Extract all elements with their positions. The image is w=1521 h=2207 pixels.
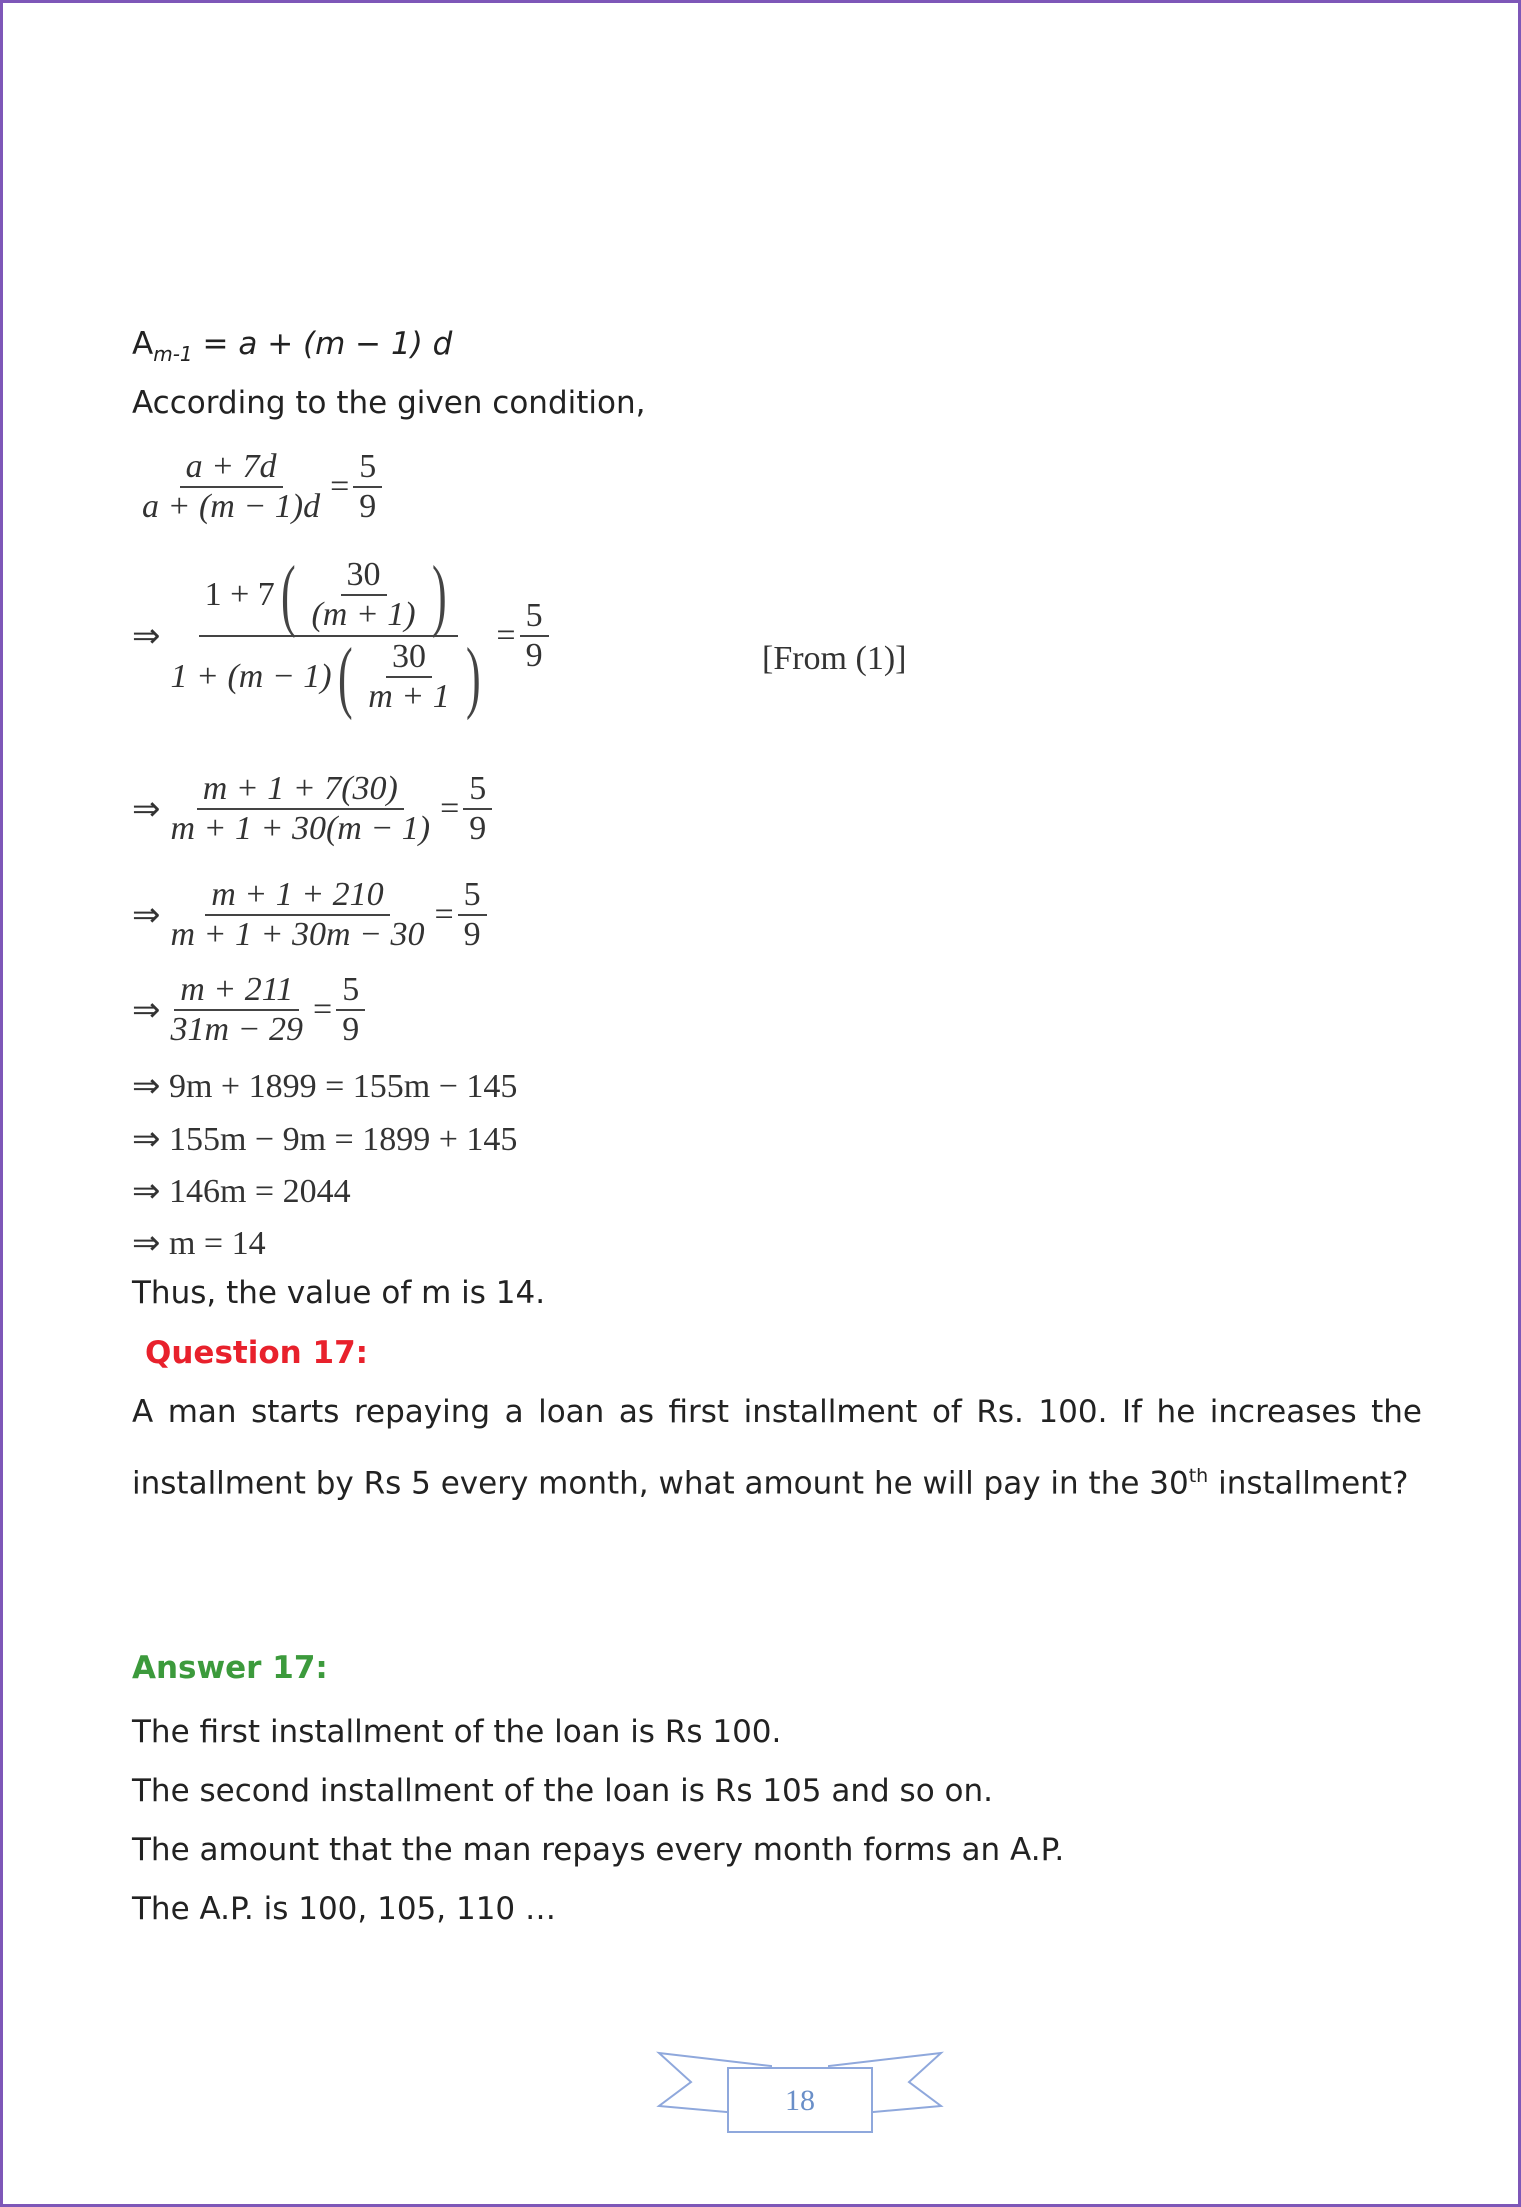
answer-line: The first installment of the loan is Rs 100. — [132, 1714, 782, 1750]
denominator: 9 — [463, 916, 481, 953]
denominator: (m + 1) — [311, 596, 416, 633]
implies-arrow: ⇒ — [132, 791, 161, 828]
question-title: Question 17: — [145, 1335, 369, 1371]
denominator: a + (m − 1)d — [142, 488, 321, 525]
page-number: 18 — [785, 2084, 815, 2117]
numerator: 30 — [341, 556, 387, 596]
answer-line: The second installment of the loan is Rs 105 and so on. — [132, 1773, 993, 1809]
implies-arrow: ⇒ — [132, 897, 161, 934]
equation-5 — [132, 971, 369, 1049]
equals: = — [434, 896, 454, 933]
question-text-body: A man starts repaying a loan as first installment of Rs. 100. If he increases the installment by Rs 5 every month, what amount he will pay in the 30 — [132, 1394, 1422, 1502]
equals: = — [496, 617, 516, 654]
equals: = — [313, 991, 333, 1028]
equation-7: ⇒ 155m − 9m = 1899 + 145 — [132, 1121, 518, 1158]
numerator: 5 — [458, 876, 487, 916]
numerator: m + 211 — [174, 971, 299, 1011]
denominator: m + 1 — [368, 678, 450, 715]
conclusion-text: Thus, the value of m is 14. — [132, 1275, 546, 1311]
denominator: 9 — [525, 637, 543, 674]
question-text — [132, 1380, 1422, 1515]
according-text: According to the given condition, — [132, 385, 646, 421]
numerator: 5 — [336, 971, 365, 1011]
numerator: 5 — [463, 770, 492, 810]
implies-arrow: ⇒ — [132, 992, 161, 1029]
equation-1 — [132, 448, 386, 526]
formula-sub: m-1 — [153, 342, 193, 367]
page-number-ribbon — [655, 2048, 945, 2148]
answer-title: Answer 17: — [132, 1650, 328, 1686]
numerator: 5 — [520, 597, 549, 637]
implies-arrow: ⇒ — [132, 618, 161, 655]
term: 1 + 7 — [204, 576, 275, 613]
superscript: th — [1188, 1465, 1209, 1487]
am1-formula — [132, 326, 452, 366]
equation-6: ⇒ 9m + 1899 = 155m − 145 — [132, 1068, 518, 1105]
denominator: m + 1 + 30(m − 1) — [170, 810, 431, 847]
numerator: 5 — [353, 448, 382, 488]
from-reference: [From (1)] — [762, 640, 907, 677]
equation-2: ⇒ 1 + 7 ( $\frac{30}{(m + 1)}$ ) 1 + (m − 1) ( $\frac{30}{m + 1}$ ) = $\frac{5}{9}$ — [132, 555, 553, 717]
numerator: a + 7d — [180, 448, 283, 488]
equation-8: ⇒ 146m = 2044 — [132, 1173, 351, 1210]
term: 1 + (m − 1) — [170, 658, 332, 695]
numerator: m + 1 + 7(30) — [197, 770, 404, 810]
denominator: 9 — [359, 488, 377, 525]
equals: = — [330, 468, 350, 505]
numerator: 30 — [386, 638, 432, 678]
denominator: 9 — [342, 1011, 360, 1048]
denominator: m + 1 + 30m − 30 — [170, 916, 425, 953]
denominator: 9 — [469, 810, 487, 847]
question-text-end: installment? — [1218, 1465, 1409, 1502]
denominator: 31m − 29 — [170, 1011, 303, 1048]
equation-9: ⇒ m = 14 — [132, 1225, 266, 1262]
answer-line: The A.P. is 100, 105, 110 … — [132, 1891, 556, 1927]
equals: = — [440, 790, 460, 827]
formula-rest: = a + (m − 1) d — [192, 326, 453, 362]
equation-4 — [132, 876, 491, 954]
formula-a: A — [132, 326, 154, 362]
numerator: m + 1 + 210 — [205, 876, 389, 916]
answer-line: The amount that the man repays every month forms an A.P. — [132, 1832, 1065, 1868]
equation-3 — [132, 770, 496, 848]
